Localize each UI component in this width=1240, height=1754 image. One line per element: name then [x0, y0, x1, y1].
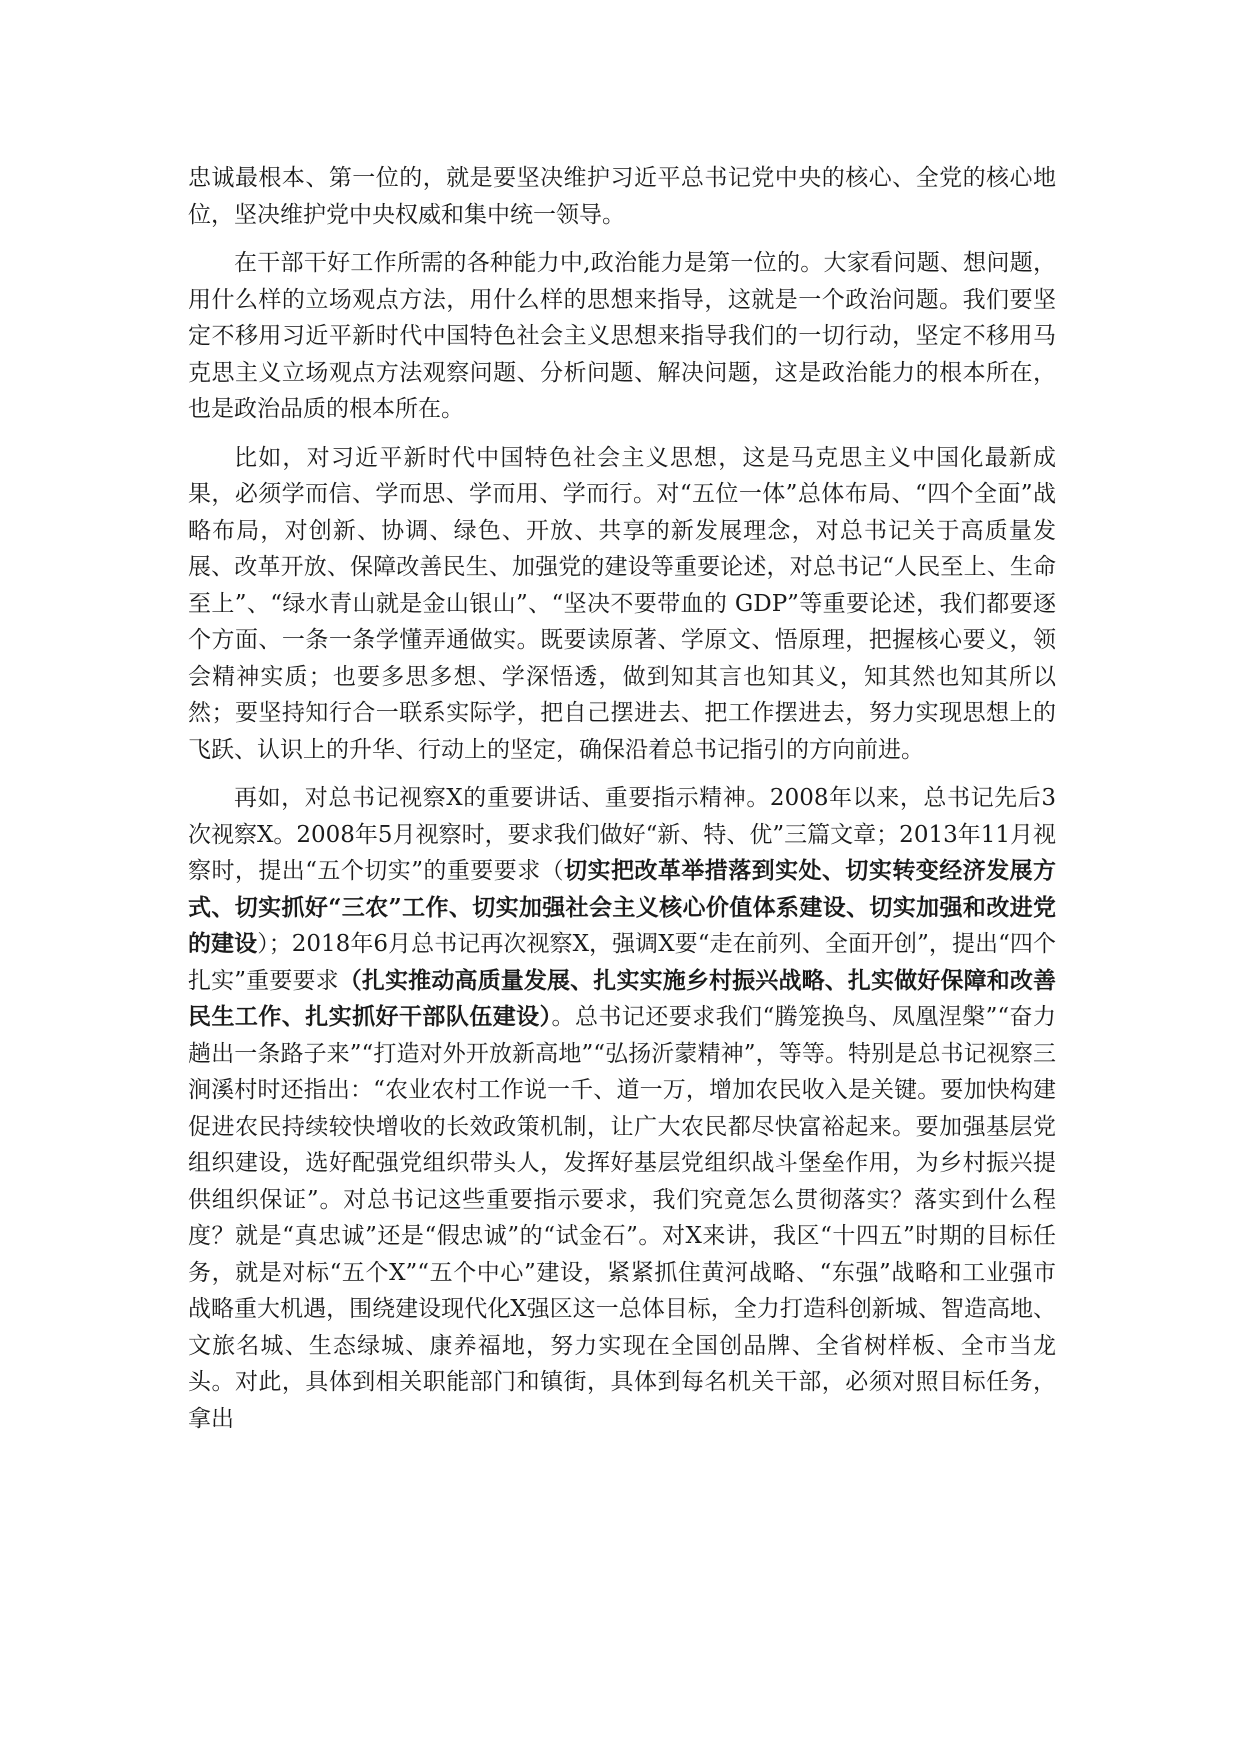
paragraph-2-text: 在干部干好工作所需的各种能力中,政治能力是第一位的。大家看问题、想问题，用什么样的立场观点方法，用什么样的思想来指导，这就是一个政治问题。我们要坚定不移用习近平新时代中国特色社会主义思想来指导我们的一切行动，坚定不移用马克思主义立场观点方法观察问题、分析问题、解决问题，这是政治能力的根本所在，也是政治品质的根本所在。	[188, 250, 1056, 422]
paragraph-1-text: 忠诚最根本、第一位的，就是要坚决维护习近平总书记党中央的核心、全党的核心地位，坚决维护党中央权威和集中统一领导。	[188, 165, 1056, 228]
paragraph-4-bold-five-requirements: 切实把改革举措落到实处、切实转变经济发展方式、切实抓好“三农”工作、切实加强社会主义核心价值体系建设、切实加强和改进党的建设	[188, 857, 1056, 957]
paragraph-4-text-a: 再如，对总书记视察X的重要讲话、重要指示精神。2008年以来，总书记先后3次视察X。2008年5月视察时，要求我们做好“新、特、优”三篇文章；2013年11月视察时，提出“五个切实”的重要要求（	[188, 785, 1056, 884]
paragraph-4	[188, 780, 1056, 1437]
paragraph-3-text: 比如，对习近平新时代中国特色社会主义思想，这是马克思主义中国化最新成果，必须学而信、学而思、学而用、学而行。对“五位一体”总体布局、“四个全面”战略布局，对创新、协调、绿色、开放、共享的新发展理念，对总书记关于高质量发展、改革开放、保障改善民生、加强党的建设等重要论述，对总书记“人民至上、生命至上”、“绿水青山就是金山银山”、“坚决不要带血的 GDP”等重要论述，我们都要逐个方面、一条一条学懂弄通做实。既要读原著、学原文、悟原理，把握核心要义，领会精神实质；也要多思多想、学深悟透，做到知其言也知其义，知其然也知其所以然；要坚持知行合一联系实际学，把自己摆进去、把工作摆进去，努力实现思想上的飞跃、认识上的升华、行动上的坚定，确保沿着总书记指引的方向前进。	[188, 444, 1056, 763]
paragraph-1	[188, 160, 1056, 233]
paragraph-4-text-e: 。总书记还要求我们“腾笼换鸟、凤凰涅槃”“奋力趟出一条路子来”“打造对外开放新高地”“弘扬沂蒙精神”，等等。特别是总书记视察三涧溪村时还指出：“农业农村工作说一千、道一万，增加农民收入是关键。要加快构建促进农民持续较快增收的长效政策机制，让广大农民都尽快富裕起来。要加强基层党组织建设，选好配强党组织带头人，发挥好基层党组织战斗堡垒作用，为乡村振兴提供组织保证”。对总书记这些重要指示要求，我们究竟怎么贯彻落实？落实到什么程度？就是“真忠诚”还是“假忠诚”的“试金石”。对X来讲，我区“十四五”时期的目标任务，就是对标“五个X”“五个中心”建设，紧紧抓住黄河战略、“东强”战略和工业强市战略重大机遇，围绕建设现代化X强区这一总体目标，全力打造科创新城、智造高地、文旅名城、生态绿城、康养福地，努力实现在全国创品牌、全省树样板、全市当龙头。对此，具体到相关职能部门和镇街，具体到每名机关干部，必须对照目标任务，拿出	[188, 1004, 1056, 1432]
paragraph-2	[188, 245, 1056, 428]
paragraph-3	[188, 440, 1056, 769]
paragraph-4-bold-four-requirements: （扎实推动高质量发展、扎实实施乡村振兴战略、扎实做好保障和改善民生工作、扎实抓好干部队伍建设）	[188, 966, 1056, 1030]
paragraph-4-text-c: ）；2018年6月总书记再次视察X，强调X要“走在前列、全面开创”，提出“四个扎实”重要要求	[188, 931, 1056, 994]
document-body	[188, 160, 1056, 1449]
